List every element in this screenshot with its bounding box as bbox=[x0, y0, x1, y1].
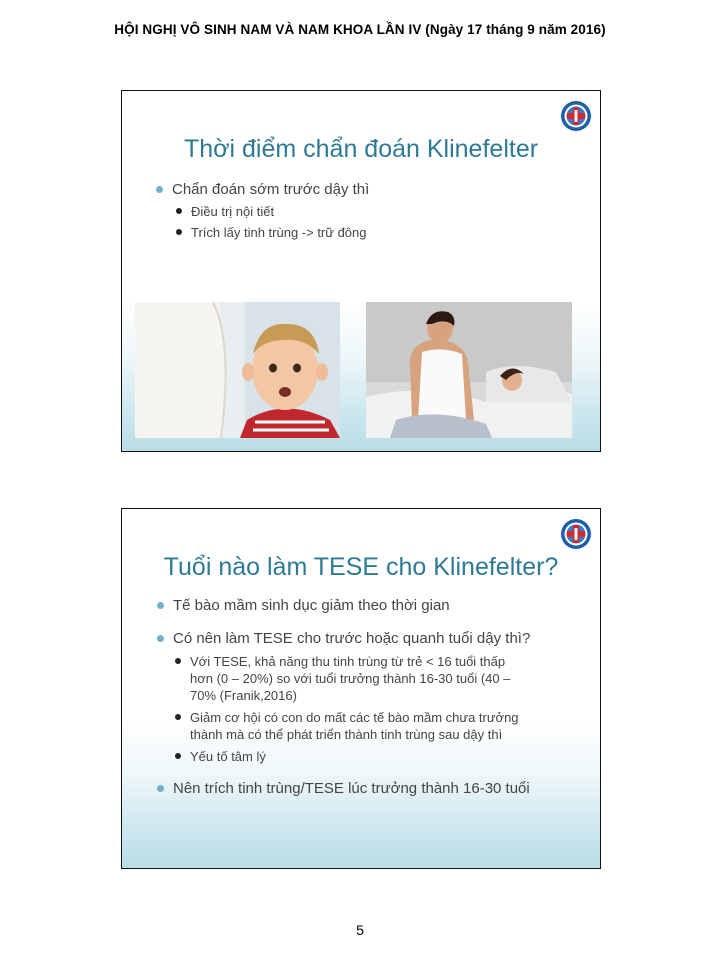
sub-bullet-item bbox=[190, 748, 266, 765]
sub-bullet-line: thành mà có thể phát triển thành tinh trùng sau dậy thì bbox=[190, 727, 503, 742]
child-photo bbox=[135, 302, 340, 438]
sub-bullet-dot-icon bbox=[175, 658, 181, 664]
slide-title: Tuổi nào làm TESE cho Klinefelter? bbox=[163, 553, 559, 581]
page-number: 5 bbox=[356, 922, 364, 938]
page-header: HỘI NGHỊ VÔ SINH NAM VÀ NAM KHOA LẦN IV (Ngày 17 tháng 9 năm 2016) bbox=[114, 22, 606, 37]
bullet-text: Tế bào mầm sinh dục giảm theo thời gian bbox=[173, 597, 450, 614]
sub-bullet-dot-icon bbox=[175, 753, 181, 759]
sub-bullet-dot-icon bbox=[175, 714, 181, 720]
hospital-logo-icon bbox=[560, 100, 592, 132]
bullet-item bbox=[173, 629, 530, 648]
sub-bullet-item bbox=[190, 653, 510, 704]
sub-bullet-line: hơn (0 – 20%) so với tuổi trưởng thành 16-30 tuổi (40 – bbox=[190, 671, 511, 686]
sub-bullet-line: 70% (Franik,2016) bbox=[190, 688, 297, 703]
bullet-dot-icon bbox=[157, 785, 164, 792]
sub-bullet-line: Yếu tố tâm lý bbox=[190, 749, 266, 764]
bullet-item bbox=[173, 596, 450, 615]
bullet-item bbox=[173, 779, 530, 798]
bullet-text: Nên trích tinh trùng/TESE lúc trưởng thành 16-30 tuổi bbox=[173, 780, 530, 797]
sub-bullet-text: Trích lấy tinh trùng -> trữ đông bbox=[191, 225, 367, 240]
sub-bullet-line: Với TESE, khả năng thu tinh trùng từ trẻ < 16 tuổi thấp bbox=[190, 654, 506, 669]
slide-title: Thời điểm chẩn đoán Klinefelter bbox=[183, 135, 539, 163]
bullet-dot-icon bbox=[157, 635, 164, 642]
slide-1 bbox=[121, 90, 601, 452]
sub-bullet-text: Điều trị nội tiết bbox=[191, 204, 275, 219]
bullet-text: Có nên làm TESE cho trước hoặc quanh tuổi dậy thì? bbox=[173, 630, 531, 647]
sub-bullet-dot-icon bbox=[176, 229, 182, 235]
sub-bullet-item bbox=[191, 203, 274, 220]
hospital-logo-icon bbox=[560, 518, 592, 550]
sub-bullet-line: Giảm cơ hội có con do mất các tế bào mầm chưa trưởng bbox=[190, 710, 519, 725]
bullet-dot-icon bbox=[157, 602, 164, 609]
sub-bullet-item bbox=[191, 224, 367, 241]
bullet-item bbox=[172, 180, 369, 199]
sub-bullet-item bbox=[190, 709, 519, 743]
sub-bullet-dot-icon bbox=[176, 208, 182, 214]
bullet-dot-icon bbox=[156, 186, 163, 193]
slide-2 bbox=[121, 508, 601, 869]
couple-in-bed-photo bbox=[366, 302, 572, 438]
bullet-text: Chẩn đoán sớm trước dậy thì bbox=[172, 181, 370, 198]
